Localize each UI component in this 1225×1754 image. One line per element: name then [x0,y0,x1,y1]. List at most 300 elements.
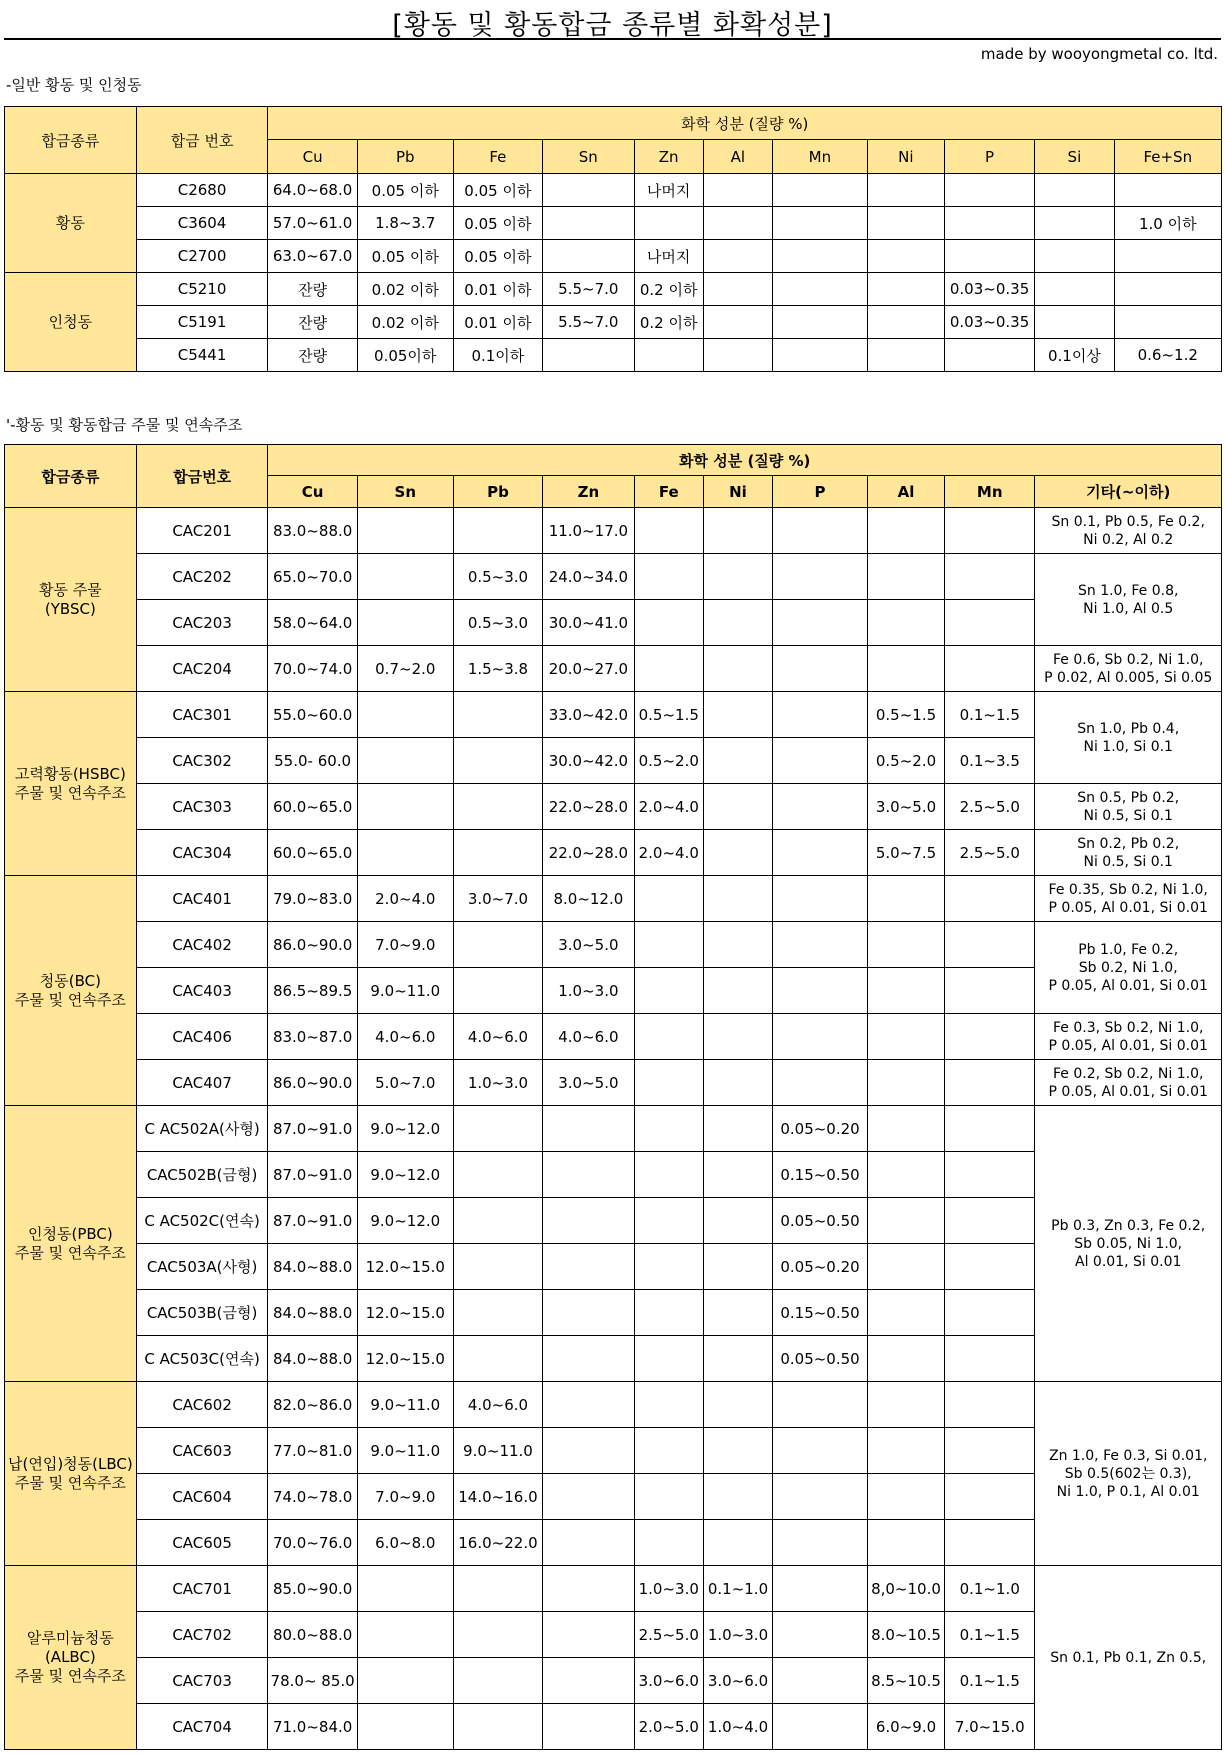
composition-cell [867,174,944,207]
composition-cell [703,646,772,692]
composition-cell [543,1152,635,1198]
composition-cell: 24.0~34.0 [543,554,635,600]
alloy-number: CAC304 [136,830,268,876]
composition-cell [945,554,1035,600]
composition-cell: 6.0~8.0 [357,1520,453,1566]
composition-cell: 3.0~7.0 [453,876,542,922]
composition-cell [543,1106,635,1152]
composition-cell: 9.0~11.0 [357,968,453,1014]
composition-cell [634,1474,703,1520]
composition-cell [773,646,868,692]
composition-cell: 83.0~88.0 [268,508,357,554]
composition-cell [867,600,944,646]
composition-cell [945,876,1035,922]
table-row [5,207,1222,240]
table-row [5,646,1222,692]
table-row [5,784,1222,830]
header-element-10: Fe+Sn [1114,140,1221,174]
composition-cell [634,1428,703,1474]
header-element-3: Sn [543,140,635,174]
composition-cell [867,1106,944,1152]
composition-cell: 0.03~0.35 [944,273,1034,306]
table-row [5,273,1222,306]
composition-cell: 0.2 이하 [634,306,703,339]
composition-cell: 0.05 이하 [357,174,453,207]
composition-cell: 0.15~0.50 [773,1152,868,1198]
composition-cell: 0.5~2.0 [867,738,944,784]
composition-cell [945,600,1035,646]
alloy-group-name: 고력황동(HSBC) 주물 및 연속주조 [5,692,137,876]
composition-cell [773,1474,868,1520]
table-row [5,1014,1222,1060]
alloy-number: C5191 [136,306,268,339]
composition-cell [634,1106,703,1152]
composition-cell [703,306,772,339]
composition-cell [543,174,635,207]
composition-cell [945,1382,1035,1428]
alloy-group-name: 알루미늄청동 (ALBC) 주물 및 연속주조 [5,1566,137,1750]
composition-cell: 0.05~0.50 [773,1336,868,1382]
composition-cell [703,1014,772,1060]
composition-cell [357,738,453,784]
composition-cell [1035,207,1114,240]
table-row [5,1106,1222,1152]
composition-cell [944,240,1034,273]
composition-cell [357,1566,453,1612]
alloy-number: C AC502A(사형) [136,1106,268,1152]
header-alloy-number: 합금번호 [136,445,268,508]
composition-cell: 2.5~5.0 [945,830,1035,876]
composition-cell [867,646,944,692]
composition-cell [703,1474,772,1520]
composition-cell: 0.01 이하 [453,273,542,306]
composition-cell: 8,0~10.0 [867,1566,944,1612]
composition-cell [634,646,703,692]
composition-cell [543,207,635,240]
composition-cell: 1.0~3.0 [543,968,635,1014]
composition-cell: 80.0~88.0 [268,1612,357,1658]
alloy-number: CAC603 [136,1428,268,1474]
composition-cell [453,1152,542,1198]
composition-cell: 1.0~3.0 [634,1566,703,1612]
composition-cell [772,240,867,273]
composition-cell [634,1060,703,1106]
composition-cell [634,1336,703,1382]
composition-cell [945,646,1035,692]
composition-cell: 83.0~87.0 [268,1014,357,1060]
composition-cell: 60.0~65.0 [268,784,357,830]
composition-cell [772,207,867,240]
composition-cell [944,339,1034,372]
composition-cell [634,600,703,646]
alloy-number: CAC702 [136,1612,268,1658]
alloy-group-name: 황동 주물 (YBSC) [5,508,137,692]
composition-cell: 55.0~60.0 [268,692,357,738]
composition-cell [867,207,944,240]
alloy-number: CAC503A(사형) [136,1244,268,1290]
alloy-number: CAC403 [136,968,268,1014]
page-title: [황동 및 황동합금 종류별 화확성분] [392,10,833,41]
header-element-2: Fe [453,140,542,174]
composition-cell [357,1704,453,1750]
header-element-8: P [944,140,1034,174]
alloy-group-name: 납(연입)청동(LBC) 주물 및 연속주조 [5,1382,137,1566]
composition-cell [1035,273,1114,306]
alloy-number: CAC202 [136,554,268,600]
header-element-4: Zn [634,140,703,174]
composition-cell [773,784,868,830]
composition-cell [703,600,772,646]
header-element-3: Zn [543,476,635,508]
composition-cell [634,1244,703,1290]
composition-cell [703,1428,772,1474]
header-element-9: Si [1035,140,1114,174]
composition-cell [453,1612,542,1658]
other-elements-cell: Sn 1.0, Pb 0.4, Ni 1.0, Si 0.1 [1035,692,1222,784]
composition-cell [543,1382,635,1428]
composition-cell: 60.0~65.0 [268,830,357,876]
composition-cell [773,554,868,600]
other-elements-cell: Sn 0.2, Pb 0.2, Ni 0.5, Si 0.1 [1035,830,1222,876]
composition-cell: 2.0~5.0 [634,1704,703,1750]
composition-cell: 74.0~78.0 [268,1474,357,1520]
composition-cell: 22.0~28.0 [543,830,635,876]
composition-cell: 0.05~0.50 [773,1198,868,1244]
alloy-number: CAC406 [136,1014,268,1060]
header-element-6: P [773,476,868,508]
composition-cell [867,922,944,968]
composition-cell [945,1152,1035,1198]
other-elements-cell: Fe 0.35, Sb 0.2, Ni 1.0, P 0.05, Al 0.01, Si 0.01 [1035,876,1222,922]
header-element-8: Mn [945,476,1035,508]
composition-cell: 4.0~6.0 [543,1014,635,1060]
composition-cell: 5.5~7.0 [543,306,635,339]
composition-cell [1114,306,1221,339]
composition-cell [703,339,772,372]
composition-cell: 77.0~81.0 [268,1428,357,1474]
composition-cell [357,784,453,830]
composition-cell [773,830,868,876]
table-row [5,1566,1222,1612]
composition-cell: 9.0~11.0 [357,1382,453,1428]
composition-cell: 0.5~2.0 [634,738,703,784]
composition-cell [634,1152,703,1198]
table-row [5,876,1222,922]
composition-cell: 57.0~61.0 [268,207,357,240]
composition-cell [357,830,453,876]
composition-cell: 79.0~83.0 [268,876,357,922]
composition-cell [773,1428,868,1474]
composition-cell [867,1244,944,1290]
composition-cell: 9.0~12.0 [357,1198,453,1244]
composition-cell: 0.1~1.0 [703,1566,772,1612]
composition-cell: 84.0~88.0 [268,1290,357,1336]
header-composition: 화학 성분 (질량 %) [268,107,1222,140]
composition-cell [634,968,703,1014]
composition-cell [703,1060,772,1106]
composition-cell [867,1152,944,1198]
composition-cell: 0.02 이하 [357,273,453,306]
composition-cell [634,207,703,240]
alloy-number: CAC402 [136,922,268,968]
composition-cell [453,1658,542,1704]
composition-cell: 2.0~4.0 [357,876,453,922]
composition-cell: 86.0~90.0 [268,922,357,968]
composition-cell [867,306,944,339]
composition-cell [773,600,868,646]
composition-cell [867,508,944,554]
composition-cell: 87.0~91.0 [268,1106,357,1152]
table-row [5,508,1222,554]
composition-cell [703,273,772,306]
composition-cell [867,240,944,273]
alloy-number: CAC201 [136,508,268,554]
composition-cell: 1.0 이하 [1114,207,1221,240]
composition-cell: 2.5~5.0 [634,1612,703,1658]
composition-cell: 3.0~6.0 [634,1658,703,1704]
composition-cell [357,1612,453,1658]
header-element-5: Ni [703,476,772,508]
composition-cell: 7.0~9.0 [357,922,453,968]
composition-cell [772,273,867,306]
composition-cell: 8.0~12.0 [543,876,635,922]
composition-cell: 5.0~7.0 [357,1060,453,1106]
composition-cell [773,1060,868,1106]
other-elements-cell: Sn 0.5, Pb 0.2, Ni 0.5, Si 0.1 [1035,784,1222,830]
composition-cell [453,830,542,876]
composition-cell: 1.0~3.0 [703,1612,772,1658]
composition-cell [773,1014,868,1060]
composition-cell: 9.0~11.0 [357,1428,453,1474]
composition-cell: 87.0~91.0 [268,1152,357,1198]
composition-cell [945,1198,1035,1244]
composition-cell: 14.0~16.0 [453,1474,542,1520]
composition-cell [945,1014,1035,1060]
table-row [5,830,1222,876]
composition-cell [634,922,703,968]
composition-cell [453,1244,542,1290]
composition-cell [867,1198,944,1244]
composition-cell [634,1198,703,1244]
composition-cell: 8.5~10.5 [867,1658,944,1704]
composition-cell [867,1520,944,1566]
composition-cell [357,1658,453,1704]
composition-cell: 0.5~1.5 [634,692,703,738]
header-alloy-type: 합금종류 [5,107,137,174]
composition-cell [543,1520,635,1566]
composition-cell [772,339,867,372]
composition-cell [703,1152,772,1198]
composition-cell: 3.0~5.0 [867,784,944,830]
composition-cell: 4.0~6.0 [357,1014,453,1060]
composition-cell: 0.03~0.35 [944,306,1034,339]
composition-cell [703,1382,772,1428]
composition-cell: 33.0~42.0 [543,692,635,738]
composition-cell: 0.1~3.5 [945,738,1035,784]
composition-cell: 84.0~88.0 [268,1336,357,1382]
composition-cell [867,554,944,600]
composition-cell [703,207,772,240]
header-element-5: Al [703,140,772,174]
table-row [5,692,1222,738]
composition-cell: 0.5~1.5 [867,692,944,738]
casting-alloy-table [4,444,1222,1750]
composition-cell [453,1704,542,1750]
header-element-0: Cu [268,476,357,508]
composition-cell [453,784,542,830]
other-elements-cell: Pb 0.3, Zn 0.3, Fe 0.2, Sb 0.05, Ni 1.0, Al 0.01, Si 0.01 [1035,1106,1222,1382]
composition-cell [634,339,703,372]
alloy-number: CAC701 [136,1566,268,1612]
composition-cell: 나머지 [634,174,703,207]
composition-cell: 11.0~17.0 [543,508,635,554]
composition-cell [703,1244,772,1290]
composition-cell: 4.0~6.0 [453,1382,542,1428]
composition-cell: 64.0~68.0 [268,174,357,207]
composition-cell: 9.0~12.0 [357,1106,453,1152]
composition-cell: 8.0~10.5 [867,1612,944,1658]
composition-cell: 0.05이하 [357,339,453,372]
composition-cell [703,240,772,273]
composition-cell: 0.05 이하 [453,240,542,273]
composition-cell [945,1290,1035,1336]
composition-cell [1114,174,1221,207]
section1-label: -일반 황동 및 인청동 [6,76,142,94]
composition-cell [703,1290,772,1336]
composition-cell [944,207,1034,240]
header-alloy-type: 합금종류 [5,445,137,508]
composition-cell [357,554,453,600]
composition-cell: 63.0~67.0 [268,240,357,273]
composition-cell: 0.1~1.5 [945,692,1035,738]
composition-cell [543,1658,635,1704]
composition-cell [945,1428,1035,1474]
alloy-number: CAC604 [136,1474,268,1520]
composition-cell [867,1060,944,1106]
table-row [5,339,1222,372]
composition-cell [703,876,772,922]
composition-cell [703,922,772,968]
alloy-number: CAC602 [136,1382,268,1428]
composition-cell [634,1520,703,1566]
composition-cell: 65.0~70.0 [268,554,357,600]
composition-cell [867,1382,944,1428]
composition-cell [703,1520,772,1566]
alloy-number: C5210 [136,273,268,306]
composition-cell: 3.0~5.0 [543,922,635,968]
composition-cell [1035,240,1114,273]
alloy-number: CAC407 [136,1060,268,1106]
composition-cell: 0.01 이하 [453,306,542,339]
composition-cell: 30.0~42.0 [543,738,635,784]
composition-cell [772,306,867,339]
alloy-number: C AC502C(연속) [136,1198,268,1244]
header-element-4: Fe [634,476,703,508]
header-element-7: Al [867,476,944,508]
composition-cell [703,968,772,1014]
composition-cell [945,1520,1035,1566]
composition-cell [1035,306,1114,339]
composition-cell [867,1336,944,1382]
composition-cell [945,508,1035,554]
composition-cell: 12.0~15.0 [357,1290,453,1336]
composition-cell: 0.15~0.50 [773,1290,868,1336]
composition-cell [773,1704,868,1750]
other-elements-cell: Fe 0.2, Sb 0.2, Ni 1.0, P 0.05, Al 0.01, Si 0.01 [1035,1060,1222,1106]
alloy-number: CAC703 [136,1658,268,1704]
composition-cell [703,1198,772,1244]
composition-cell: 0.05 이하 [357,240,453,273]
composition-cell: 2.0~4.0 [634,784,703,830]
composition-cell: 0.1~1.5 [945,1658,1035,1704]
title-underline [4,38,1221,40]
composition-cell [773,922,868,968]
composition-cell [543,1474,635,1520]
other-elements-cell: Fe 0.3, Sb 0.2, Ni 1.0, P 0.05, Al 0.01, Si 0.01 [1035,1014,1222,1060]
composition-cell [867,339,944,372]
composition-cell: 20.0~27.0 [543,646,635,692]
composition-cell: 82.0~86.0 [268,1382,357,1428]
composition-cell [357,692,453,738]
composition-cell [453,1198,542,1244]
composition-cell [867,273,944,306]
other-elements-cell: Sn 1.0, Fe 0.8, Ni 1.0, Al 0.5 [1035,554,1222,646]
alloy-group-name: 인청동(PBC) 주물 및 연속주조 [5,1106,137,1382]
composition-cell [773,1520,868,1566]
header-element-1: Sn [357,476,453,508]
composition-cell [773,1658,868,1704]
composition-cell [773,508,868,554]
alloy-number: CAC302 [136,738,268,784]
header-element-7: Ni [867,140,944,174]
header-composition: 화학 성분 (질량 %) [268,445,1222,476]
composition-cell [772,174,867,207]
composition-cell: 1.8~3.7 [357,207,453,240]
composition-cell: 2.5~5.0 [945,784,1035,830]
composition-cell [357,508,453,554]
alloy-number: CAC401 [136,876,268,922]
composition-cell: 4.0~6.0 [453,1014,542,1060]
alloy-group-name: 청동(BC) 주물 및 연속주조 [5,876,137,1106]
composition-cell: 잔량 [268,339,357,372]
composition-cell [543,1336,635,1382]
composition-cell: 0.05 이하 [453,207,542,240]
alloy-group-name: 인청동 [5,273,137,372]
composition-cell: 0.6~1.2 [1114,339,1221,372]
header-element-0: Cu [268,140,357,174]
composition-cell: 0.05~0.20 [773,1244,868,1290]
composition-cell [543,240,635,273]
composition-cell [543,1566,635,1612]
composition-cell: 70.0~74.0 [268,646,357,692]
alloy-number: CAC502B(금형) [136,1152,268,1198]
composition-cell: 0.1~1.5 [945,1612,1035,1658]
composition-cell [867,1290,944,1336]
composition-cell [944,174,1034,207]
composition-cell [634,554,703,600]
composition-cell: 0.2 이하 [634,273,703,306]
alloy-number: CAC503B(금형) [136,1290,268,1336]
composition-cell: 3.0~5.0 [543,1060,635,1106]
composition-cell: 5.5~7.0 [543,273,635,306]
composition-cell [543,1290,635,1336]
composition-cell [867,1428,944,1474]
composition-cell: 55.0- 60.0 [268,738,357,784]
composition-cell [453,1106,542,1152]
composition-cell: 0.1이상 [1035,339,1114,372]
composition-cell: 85.0~90.0 [268,1566,357,1612]
composition-cell: 0.1~1.0 [945,1566,1035,1612]
